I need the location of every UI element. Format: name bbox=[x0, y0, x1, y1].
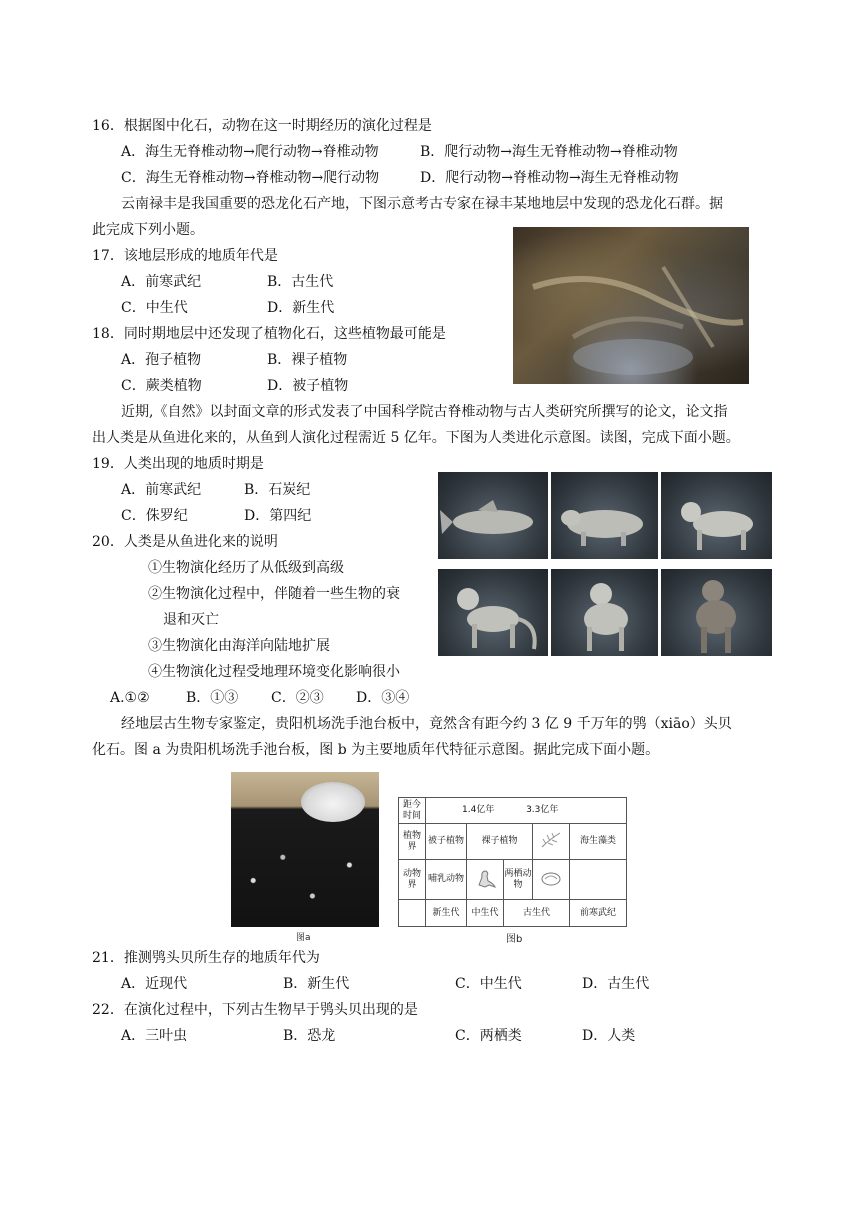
figure-a-caption: 图a bbox=[296, 933, 311, 943]
question-17-stem: 17．该地层形成的地质年代是 bbox=[92, 248, 278, 264]
question-20-stem: 20．人类是从鱼进化来的说明 bbox=[92, 534, 278, 550]
evolution-early-primate-image bbox=[661, 472, 772, 559]
geologic-era-table bbox=[398, 797, 627, 926]
dinosaur-icon bbox=[467, 860, 504, 900]
question-16-stem: 16．根据图中化石，动物在这一时期经历的演化过程是 bbox=[92, 118, 432, 134]
q22-option-b: B．恐龙 bbox=[283, 1028, 336, 1044]
intro-2-line-1: 近期,《自然》以封面文章的形式发表了中国科学院古脊椎动物与古人类研究所撰写的论文，论文指 bbox=[121, 404, 728, 420]
evolution-monkey-image bbox=[438, 569, 548, 656]
q22-option-a: A．三叶虫 bbox=[121, 1028, 188, 1044]
evolution-amphibian-image bbox=[551, 472, 658, 559]
gymnosperm-cell: 裸子植物 bbox=[467, 824, 533, 860]
q17-option-d: D．新生代 bbox=[267, 300, 335, 316]
amphibian-cell: 两栖动物 bbox=[504, 860, 533, 900]
q20-option-b: B．①③ bbox=[186, 690, 239, 706]
q18-option-a: A．孢子植物 bbox=[121, 352, 202, 368]
intro-3-line-2: 化石。图 a 为贵阳机场洗手池台板，图 b 为主要地质年代特征示意图。据此完成下面小题。 bbox=[92, 742, 660, 758]
question-21-stem: 21．推测鸮头贝所生存的地质年代为 bbox=[92, 950, 320, 966]
time-3-3: 3.3亿年 bbox=[526, 805, 559, 815]
q17-option-c: C．中生代 bbox=[121, 300, 188, 316]
q18-option-c: C．蕨类植物 bbox=[121, 378, 202, 394]
q17-option-b: B．古生代 bbox=[267, 274, 334, 290]
evolution-hominid-image bbox=[661, 569, 772, 656]
question-19-stem: 19．人类出现的地质时期是 bbox=[92, 456, 264, 472]
time-1-4: 1.4亿年 bbox=[462, 805, 495, 815]
q20-statement-3: ③生物演化由海洋向陆地扩展 bbox=[148, 638, 330, 654]
intro-2-line-2: 出人类是从鱼进化来的，从鱼到人演化过程需近 5 亿年。下图为人类进化示意图。读图，完成下面小题。 bbox=[92, 430, 740, 446]
q21-option-d: D．古生代 bbox=[582, 976, 650, 992]
q20-statement-4: ④生物演化过程受地理环境变化影响很小 bbox=[148, 664, 400, 680]
mammal-cell: 哺乳动物 bbox=[426, 860, 467, 900]
era-mesozoic: 中生代 bbox=[467, 900, 504, 927]
shell-icon bbox=[533, 860, 570, 900]
q20-statement-2: ②生物演化过程中，伴随着一些生物的衰 bbox=[148, 586, 400, 602]
q19-option-a: A．前寒武纪 bbox=[121, 482, 202, 498]
dinosaur-fossil-photo bbox=[513, 227, 749, 384]
q20-option-d: D．③④ bbox=[356, 690, 410, 706]
fossil-bones-drawing bbox=[513, 227, 749, 384]
basin-countertop-photo bbox=[231, 772, 379, 927]
q18-option-d: D．被子植物 bbox=[267, 378, 349, 394]
era-precambrian: 前寒武纪 bbox=[570, 900, 627, 927]
q18-option-b: B．裸子植物 bbox=[267, 352, 348, 368]
time-label: 距今时间 bbox=[399, 798, 426, 824]
q21-option-c: C．中生代 bbox=[455, 976, 522, 992]
q19-option-c: C．侏罗纪 bbox=[121, 508, 188, 524]
figure-b-caption: 图b bbox=[506, 934, 523, 945]
era-cenozoic: 新生代 bbox=[426, 900, 467, 927]
era-paleozoic: 古生代 bbox=[504, 900, 570, 927]
q20-option-c: C．②③ bbox=[271, 690, 324, 706]
q20-statement-2-cont: 退和灭亡 bbox=[163, 612, 219, 628]
q16-option-a: A．海生无脊椎动物→爬行动物→脊椎动物 bbox=[121, 144, 379, 160]
evolution-fish-image bbox=[438, 472, 548, 559]
evolution-ape-image bbox=[551, 569, 658, 656]
question-22-stem: 22．在演化过程中，下列古生物早于鸮头贝出现的是 bbox=[92, 1002, 418, 1018]
q21-option-a: A．近现代 bbox=[121, 976, 188, 992]
q16-option-d: D．爬行动物→脊椎动物→海生无脊椎动物 bbox=[420, 170, 679, 186]
question-18-stem: 18．同时期地层中还发现了植物化石，这些植物最可能是 bbox=[92, 326, 446, 342]
q20-statement-1: ①生物演化经历了从低级到高级 bbox=[148, 560, 344, 576]
q16-option-c: C．海生无脊椎动物→脊椎动物→爬行动物 bbox=[121, 170, 380, 186]
plant-kingdom-label: 植物界 bbox=[399, 824, 426, 860]
angiosperm-cell: 被子植物 bbox=[426, 824, 467, 860]
intro-1-line-1: 云南禄丰是我国重要的恐龙化石产地，下图示意考古专家在禄丰某地地层中发现的恐龙化石群。据 bbox=[121, 196, 723, 212]
q17-option-a: A．前寒武纪 bbox=[121, 274, 202, 290]
sink-bowl bbox=[301, 782, 365, 822]
q16-option-b: B．爬行动物→海生无脊椎动物→脊椎动物 bbox=[420, 144, 678, 160]
q20-option-a: A.①② bbox=[110, 690, 150, 706]
q21-option-b: B．新生代 bbox=[283, 976, 350, 992]
fern-icon bbox=[533, 824, 570, 860]
q22-option-c: C．两栖类 bbox=[455, 1028, 522, 1044]
q22-option-d: D．人类 bbox=[582, 1028, 636, 1044]
intro-3-line-1: 经地层古生物专家鉴定，贵阳机场洗手池台板中，竟然含有距今约 3 亿 9 千万年的鸮（xiāo）头贝 bbox=[121, 716, 732, 732]
q19-option-d: D．第四纪 bbox=[244, 508, 312, 524]
animal-kingdom-label: 动物界 bbox=[399, 860, 426, 900]
intro-1-line-2: 此完成下列小题。 bbox=[92, 222, 204, 238]
marine-algae-cell: 海生藻类 bbox=[570, 824, 627, 860]
q19-option-b: B．石炭纪 bbox=[244, 482, 311, 498]
